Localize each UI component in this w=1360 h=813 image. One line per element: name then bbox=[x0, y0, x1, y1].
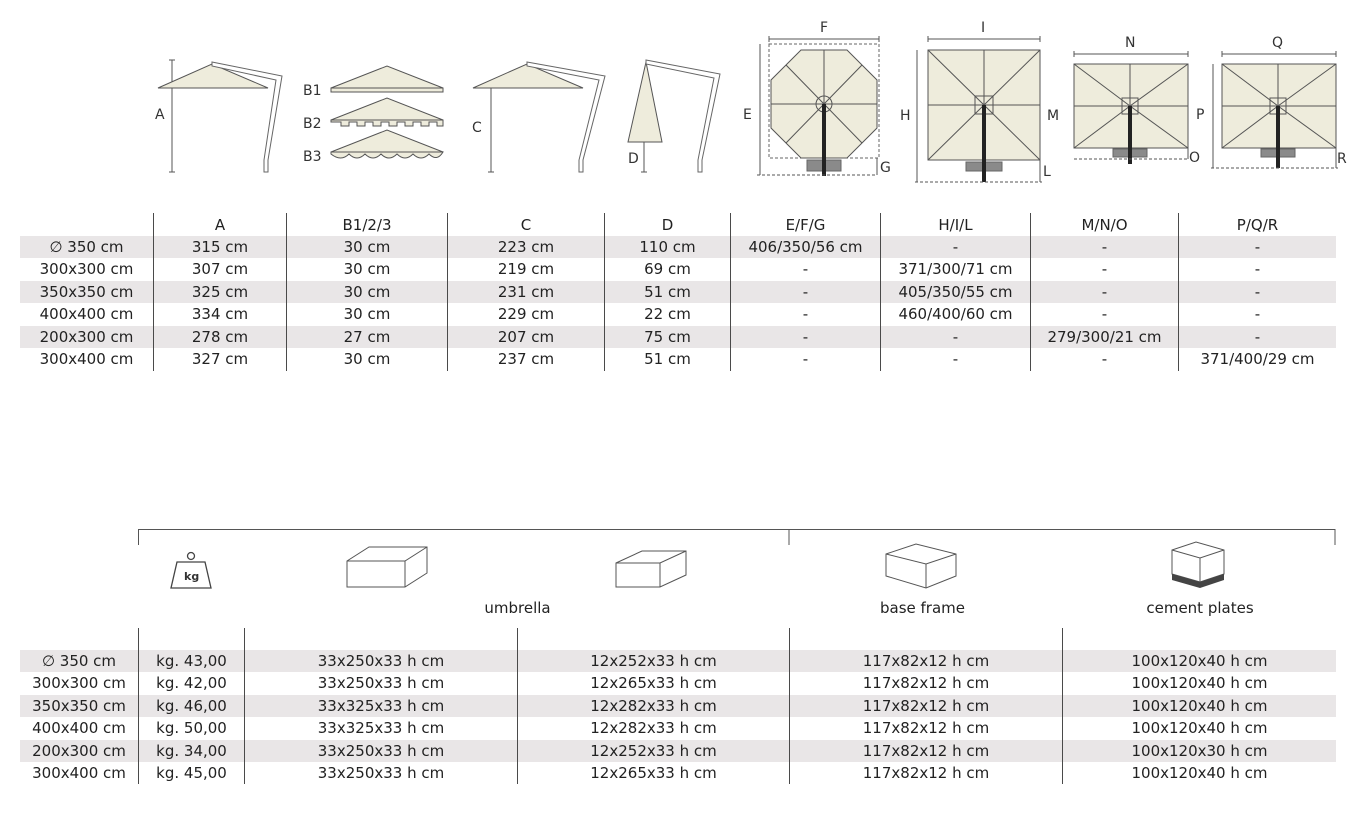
weight-cell: kg. 46,00 bbox=[156, 697, 227, 715]
dim-cell: - bbox=[802, 350, 809, 368]
size-cell: ∅ 350 cm bbox=[49, 238, 124, 256]
dim-cell: 22 cm bbox=[644, 305, 691, 323]
dim-cell: - bbox=[802, 305, 809, 323]
dim-cell: - bbox=[802, 260, 809, 278]
table-row bbox=[20, 236, 1336, 258]
column-divider bbox=[1178, 213, 1179, 371]
label-b3: B3 bbox=[303, 149, 322, 165]
table-row bbox=[20, 672, 1336, 694]
column-divider bbox=[880, 213, 881, 371]
table-row bbox=[20, 740, 1336, 762]
dim-cell: 110 cm bbox=[639, 238, 696, 256]
label-i: I bbox=[981, 20, 986, 36]
label-c: C bbox=[472, 120, 482, 136]
base-frame-box-icon bbox=[884, 542, 964, 592]
table-row bbox=[20, 281, 1336, 303]
canopy-variants-diagram bbox=[325, 62, 445, 172]
cement-plates-pallet-icon bbox=[1168, 540, 1238, 590]
dim-cell: 51 cm bbox=[644, 283, 691, 301]
dim-cell: - bbox=[1101, 238, 1108, 256]
table-row bbox=[20, 695, 1336, 717]
pack-cell: 100x120x40 h cm bbox=[1131, 764, 1268, 782]
label-p: P bbox=[1196, 107, 1205, 123]
label-d: D bbox=[628, 151, 639, 167]
dim-cell: 371/300/71 cm bbox=[898, 260, 1013, 278]
column-divider bbox=[138, 628, 139, 784]
thin-box-icon bbox=[614, 545, 694, 595]
base-frame-group-label: base frame bbox=[879, 599, 965, 617]
label-h: H bbox=[900, 108, 911, 124]
label-n: N bbox=[1125, 35, 1136, 51]
size-cell: 400x400 cm bbox=[32, 719, 126, 737]
dim-cell: 30 cm bbox=[343, 283, 391, 301]
dims-header-mno: M/N/O bbox=[1081, 216, 1128, 234]
pack-cell: 12x282x33 h cm bbox=[590, 719, 717, 737]
size-cell: 400x400 cm bbox=[39, 305, 134, 323]
size-cell: 200x300 cm bbox=[39, 328, 134, 346]
column-divider bbox=[153, 213, 154, 371]
label-b1: B1 bbox=[303, 83, 322, 99]
dim-cell: 51 cm bbox=[644, 350, 691, 368]
column-divider bbox=[789, 628, 790, 784]
dim-cell: 334 cm bbox=[191, 305, 249, 323]
pack-cell: 100x120x40 h cm bbox=[1131, 697, 1268, 715]
label-e: E bbox=[743, 107, 752, 123]
dims-header-a: A bbox=[214, 216, 226, 234]
table-row bbox=[20, 326, 1336, 348]
label-q: Q bbox=[1272, 35, 1284, 51]
dims-header-d: D bbox=[661, 216, 674, 234]
size-cell: 300x300 cm bbox=[32, 674, 126, 692]
label-f: F bbox=[820, 20, 829, 36]
dim-cell: 229 cm bbox=[497, 305, 555, 323]
label-g: G bbox=[880, 160, 891, 176]
pack-cell: 33x250x33 h cm bbox=[317, 764, 445, 782]
umbrella-group-label: umbrella bbox=[484, 599, 551, 617]
dims-header-efg: E/F/G bbox=[785, 216, 826, 234]
pack-cell: 33x250x33 h cm bbox=[317, 742, 445, 760]
round-umbrella-top-view-diagram bbox=[755, 34, 885, 184]
dim-cell: 307 cm bbox=[191, 260, 249, 278]
dim-cell: 30 cm bbox=[343, 305, 391, 323]
long-box-icon bbox=[345, 543, 435, 593]
rect-umbrella-top-view-diagram bbox=[1064, 48, 1194, 178]
dim-cell: 278 cm bbox=[191, 328, 249, 346]
dim-cell: - bbox=[1254, 328, 1261, 346]
weight-cell: kg. 43,00 bbox=[156, 652, 227, 670]
dim-cell: 27 cm bbox=[343, 328, 391, 346]
label-b2: B2 bbox=[303, 116, 322, 132]
column-divider bbox=[447, 213, 448, 371]
table-row bbox=[20, 348, 1336, 370]
dim-cell: - bbox=[952, 350, 959, 368]
pack-cell: 33x250x33 h cm bbox=[317, 674, 445, 692]
dim-cell: - bbox=[1254, 305, 1261, 323]
column-divider bbox=[1062, 628, 1063, 784]
dims-header-pqr: P/Q/R bbox=[1236, 216, 1279, 234]
size-cell: 300x400 cm bbox=[32, 764, 126, 782]
dim-cell: 69 cm bbox=[644, 260, 691, 278]
pack-cell: 12x265x33 h cm bbox=[590, 674, 717, 692]
dim-cell: 30 cm bbox=[343, 238, 391, 256]
dim-cell: - bbox=[802, 328, 809, 346]
size-cell: 350x350 cm bbox=[32, 697, 126, 715]
pack-cell: 12x252x33 h cm bbox=[590, 652, 717, 670]
pack-cell: 117x82x12 h cm bbox=[862, 652, 990, 670]
dim-cell: - bbox=[1101, 260, 1108, 278]
dim-cell: - bbox=[1101, 305, 1108, 323]
column-divider bbox=[517, 628, 518, 784]
table-row bbox=[20, 258, 1336, 280]
dim-cell: 231 cm bbox=[497, 283, 555, 301]
weight-icon-label: kg bbox=[184, 570, 200, 583]
weight-cell: kg. 50,00 bbox=[156, 719, 227, 737]
pack-cell: 117x82x12 h cm bbox=[862, 674, 990, 692]
dim-cell: 219 cm bbox=[497, 260, 555, 278]
pack-cell: 100x120x40 h cm bbox=[1131, 719, 1268, 737]
dim-cell: - bbox=[1101, 350, 1108, 368]
dim-cell: 237 cm bbox=[497, 350, 555, 368]
pack-cell: 100x120x40 h cm bbox=[1131, 674, 1268, 692]
pack-cell: 12x265x33 h cm bbox=[590, 764, 717, 782]
dim-cell: 325 cm bbox=[191, 283, 249, 301]
square-umbrella-top-view-diagram bbox=[912, 34, 1052, 184]
dim-cell: 30 cm bbox=[343, 260, 391, 278]
cement-plates-group-label: cement plates bbox=[1146, 599, 1254, 617]
dim-cell: 223 cm bbox=[497, 238, 555, 256]
dim-cell: 207 cm bbox=[497, 328, 555, 346]
table-row bbox=[20, 303, 1336, 325]
dim-cell: 405/350/55 cm bbox=[898, 283, 1013, 301]
dim-cell: - bbox=[952, 238, 959, 256]
label-l: L bbox=[1043, 164, 1051, 180]
rect-umbrella-pqr-top-view-diagram bbox=[1208, 48, 1358, 183]
table-row bbox=[20, 650, 1336, 672]
dim-cell: - bbox=[1254, 283, 1261, 301]
size-cell: ∅ 350 cm bbox=[41, 652, 117, 670]
column-divider bbox=[286, 213, 287, 371]
dim-cell: 279/300/21 cm bbox=[1047, 328, 1162, 346]
pack-cell: 12x282x33 h cm bbox=[590, 697, 717, 715]
pack-cell: 117x82x12 h cm bbox=[862, 742, 990, 760]
dim-cell: 371/400/29 cm bbox=[1200, 350, 1315, 368]
label-a: A bbox=[155, 107, 165, 123]
weight-cell: kg. 45,00 bbox=[156, 764, 227, 782]
dim-cell: 406/350/56 cm bbox=[748, 238, 863, 256]
table-row bbox=[20, 717, 1336, 739]
weight-cell: kg. 34,00 bbox=[156, 742, 227, 760]
pack-cell: 33x325x33 h cm bbox=[317, 697, 445, 715]
side-view-umbrella-c-diagram bbox=[467, 50, 607, 180]
table-row bbox=[20, 762, 1336, 784]
pack-cell: 117x82x12 h cm bbox=[862, 764, 990, 782]
dim-cell: - bbox=[1254, 260, 1261, 278]
dims-header-hil: H/I/L bbox=[938, 216, 973, 234]
column-divider bbox=[1030, 213, 1031, 371]
dim-cell: 75 cm bbox=[644, 328, 691, 346]
size-cell: 300x300 cm bbox=[39, 260, 134, 278]
column-divider bbox=[604, 213, 605, 371]
size-cell: 200x300 cm bbox=[32, 742, 126, 760]
size-cell: 350x350 cm bbox=[39, 283, 134, 301]
dims-header-c: C bbox=[520, 216, 532, 234]
label-o: O bbox=[1189, 150, 1201, 166]
dims-header-b: B1/2/3 bbox=[342, 216, 392, 234]
pack-cell: 100x120x40 h cm bbox=[1131, 652, 1268, 670]
pack-cell: 12x252x33 h cm bbox=[590, 742, 717, 760]
column-divider bbox=[244, 628, 245, 784]
pack-cell: 117x82x12 h cm bbox=[862, 697, 990, 715]
label-r: R bbox=[1337, 151, 1347, 167]
pack-cell: 117x82x12 h cm bbox=[862, 719, 990, 737]
pack-cell: 33x325x33 h cm bbox=[317, 719, 445, 737]
dim-cell: - bbox=[952, 328, 959, 346]
dim-cell: 327 cm bbox=[191, 350, 249, 368]
pack-cell: 33x250x33 h cm bbox=[317, 652, 445, 670]
dim-cell: 315 cm bbox=[191, 238, 249, 256]
weight-cell: kg. 42,00 bbox=[156, 674, 227, 692]
dim-cell: 30 cm bbox=[343, 350, 391, 368]
group-bracket-lines bbox=[138, 529, 1338, 549]
dim-cell: - bbox=[802, 283, 809, 301]
side-view-umbrella-diagram bbox=[150, 50, 290, 180]
column-divider bbox=[730, 213, 731, 371]
dim-cell: - bbox=[1254, 238, 1261, 256]
dim-cell: - bbox=[1101, 283, 1108, 301]
dim-cell: 460/400/60 cm bbox=[898, 305, 1013, 323]
label-m: M bbox=[1047, 108, 1060, 124]
size-cell: 300x400 cm bbox=[39, 350, 134, 368]
pack-cell: 100x120x30 h cm bbox=[1131, 742, 1268, 760]
